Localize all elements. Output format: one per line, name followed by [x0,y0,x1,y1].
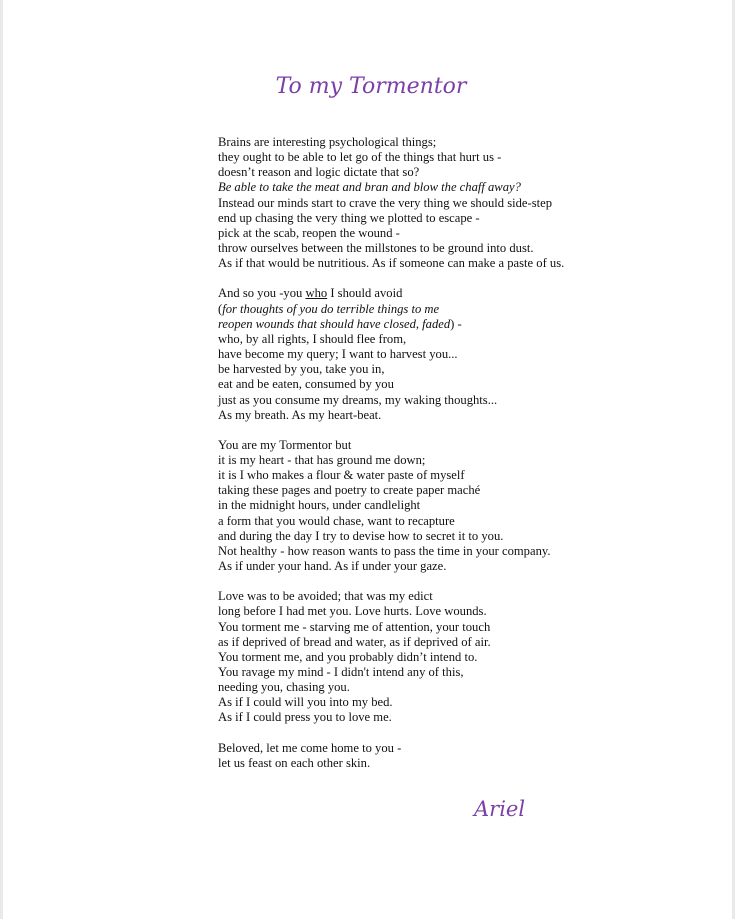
poem-line: As if that would be nutritious. As if someone can make a paste of us. [218,256,565,271]
line-segment: ) - [450,316,462,331]
poem-line: doesn’t reason and logic dictate that so? [218,165,420,180]
poem-line: just as you consume my dreams, my waking thoughts... [218,392,498,407]
poem-line [218,317,718,332]
poem-line [218,286,718,301]
poem-title: To my Tormentor [275,74,467,99]
poem-line: and during the day I try to devise how to secret it to you. [218,528,504,543]
poem-line: throw ourselves between the millstones to be ground into dust. [218,241,534,256]
stanza-3 [218,438,718,574]
poem-line: as if deprived of bread and water, as if deprived of air. [218,634,491,649]
stanza-2 [218,286,718,422]
poem-body [218,135,718,786]
poem-line: As my breath. As my heart-beat. [218,407,382,422]
poem-line: it is I who makes a flour & water paste of myself [218,468,465,483]
poem-line: who, by all rights, I should flee from, [218,331,407,346]
poem-line: As if I could press you to love me. [218,710,392,725]
poem-line: be harvested by you, take you in, [218,362,385,377]
poem-line: Not healthy - how reason wants to pass the time in your company. [218,543,551,558]
poem-line: needing you, chasing you. [218,680,350,695]
poem-line: You are my Tormentor but [218,437,352,452]
line-segment: And so you -you [218,286,306,301]
poem-line: they ought to be able to let go of the things that hurt us - [218,150,502,165]
underlined-word: who [305,286,328,301]
line-segment: I should avoid [327,286,403,301]
poem-line: end up chasing the very thing we plotted to escape - [218,210,480,225]
poem-line: You torment me - starving me of attention, your touch [218,619,491,634]
poem-line: Brains are interesting psychological things; [218,135,437,149]
poem-line: in the midnight hours, under candlelight [218,498,421,513]
page-edge-left [0,0,3,919]
poem-line: You ravage my mind - I didn't intend any of this, [218,665,464,679]
poem-line: As if under your hand. As if under your gaze. [218,559,447,574]
poem-line: Beloved, let me come home to you - [218,740,402,755]
stanza-4 [218,589,718,725]
italic-segment: reopen wounds that should have closed, faded [218,316,451,331]
stanza-1 [218,135,718,271]
poem-line: You torment me, and you probably didn’t intend to. [218,649,478,664]
author-signature: Ariel [474,797,526,821]
poem-line: taking these pages and poetry to create paper maché [218,483,481,498]
poem-line: Be able to take the meat and bran and blow the chaff away? [218,180,521,195]
poem-line: it is my heart - that has ground me down; [218,452,426,467]
italic-segment: for thoughts of you do terrible things to me [222,301,440,316]
poem-line: Love was to be avoided; that was my edict [218,589,433,604]
poem-line [218,302,718,317]
poem-line: Instead our minds start to crave the very thing we should side-step [218,195,553,210]
poem-line: As if I could will you into my bed. [218,695,393,710]
poem-line: eat and be eaten, consumed by you [218,377,394,392]
line-segment: ( [218,301,223,316]
poem-line: long before I had met you. Love hurts. Love wounds. [218,604,487,619]
poem-line: have become my query; I want to harvest you... [218,347,458,362]
poem-line: a form that you would chase, want to recapture [218,513,455,528]
poem-line: pick at the scab, reopen the wound - [218,225,400,240]
poem-line: let us feast on each other skin. [218,755,371,770]
stanza-5 [218,741,718,771]
